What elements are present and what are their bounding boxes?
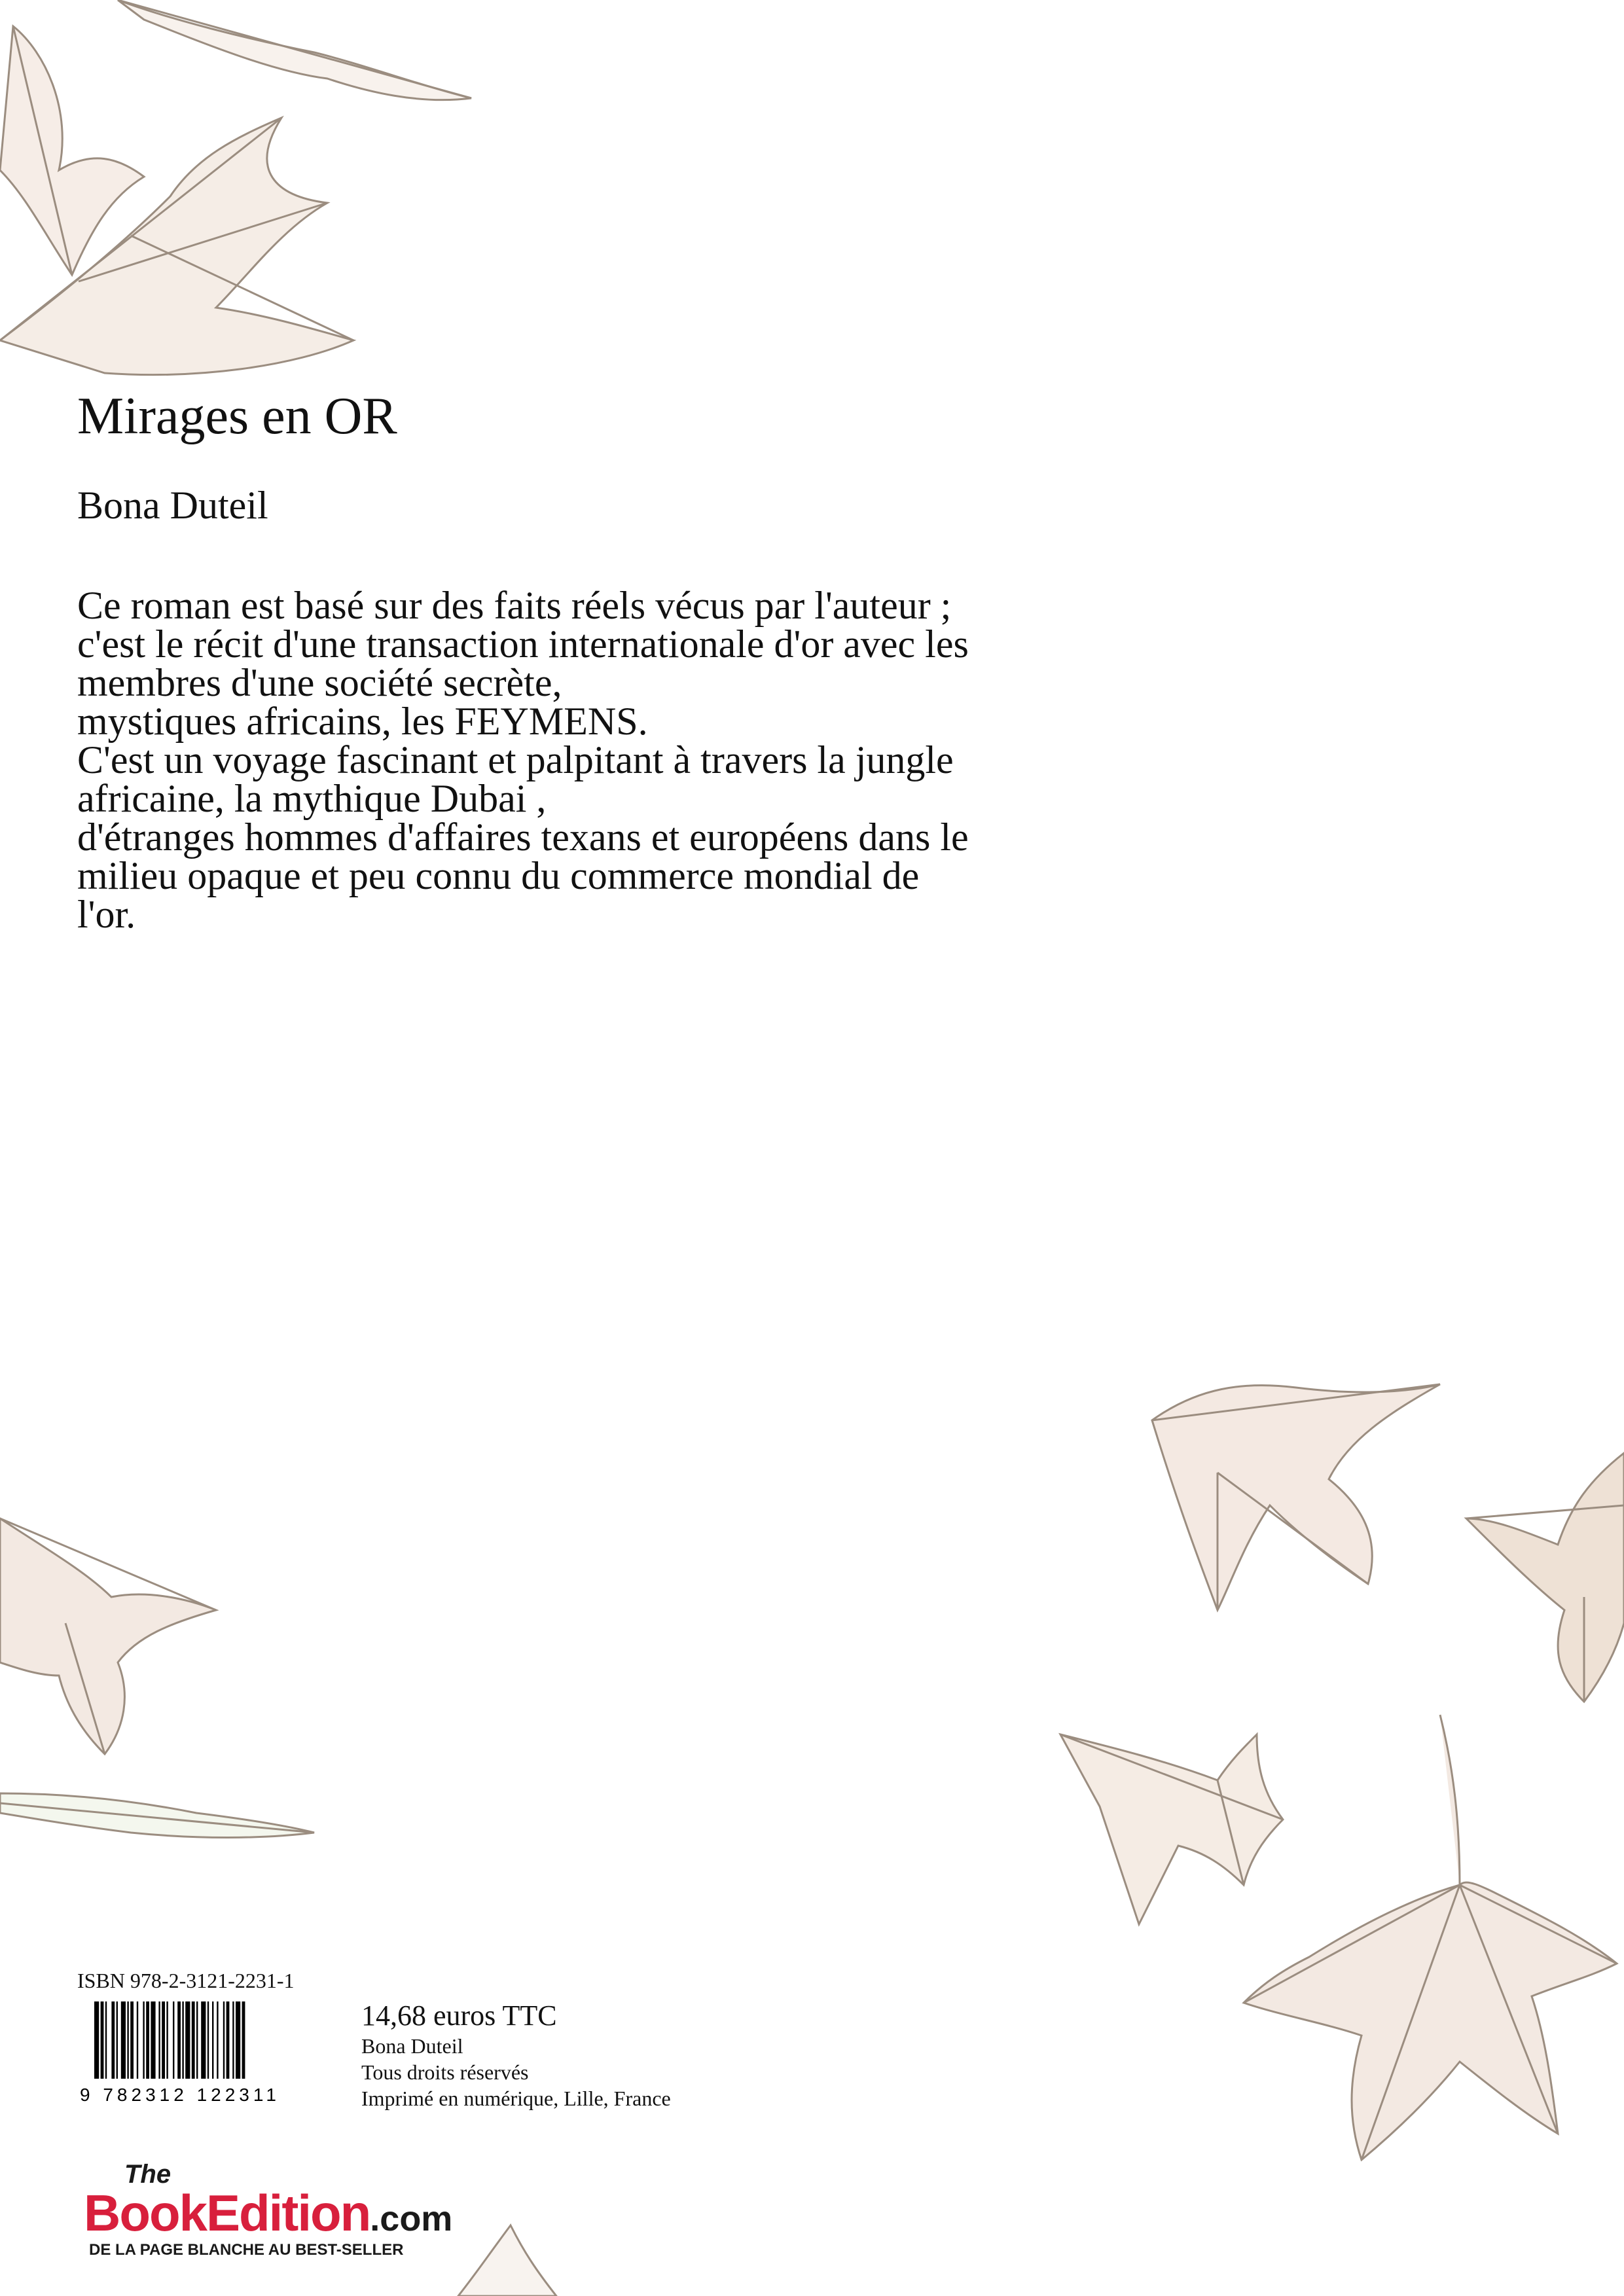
leaf-icon <box>1244 1715 1617 2160</box>
barcode-bar <box>111 2001 115 2079</box>
barcode-bar <box>146 2001 149 2079</box>
barcode-bar <box>151 2001 155 2079</box>
barcode-bar <box>242 2001 245 2079</box>
barcode-bar <box>232 2001 234 2079</box>
barcode-bar <box>196 2001 198 2079</box>
barcode-bar <box>201 2001 206 2079</box>
logo-the: The <box>124 2160 171 2189</box>
barcode-bar <box>226 2001 230 2079</box>
barcode-bar <box>236 2001 240 2079</box>
barcode-bar <box>185 2001 190 2079</box>
publisher-logo <box>77 2160 470 2258</box>
barcode-bar <box>223 2001 225 2079</box>
barcode-bar <box>182 2001 183 2079</box>
colophon-rights: Tous droits réservés <box>361 2060 529 2084</box>
barcode-bar <box>212 2001 213 2079</box>
book-title: Mirages en OR <box>77 387 397 445</box>
blurb-line: C'est un voyage fascinant et palpitant à travers la jungle <box>77 738 954 781</box>
barcode-bar <box>177 2001 181 2079</box>
barcode-bar <box>137 2001 138 2079</box>
barcode-bar <box>158 2001 160 2079</box>
leaf-icon <box>458 2225 556 2296</box>
blurb-line: membres d'une société secrète, <box>77 661 562 704</box>
barcode-bar <box>208 2001 209 2079</box>
barcode-bar <box>166 2001 168 2079</box>
leaf-icon <box>0 26 144 275</box>
logo-tagline: DE LA PAGE BLANCHE AU BEST-SELLER <box>89 2241 404 2259</box>
back-cover-blurb <box>77 586 1229 934</box>
leaf-icon <box>0 1518 216 1754</box>
blurb-line: milieu opaque et peu connu du commerce mondial de <box>77 854 920 897</box>
blurb-line: Ce roman est basé sur des faits réels vécus par l'auteur ; <box>77 584 952 627</box>
blurb-line: d'étranges hommes d'affaires texans et européens dans le <box>77 816 969 859</box>
leaf-icon <box>1152 1384 1440 1610</box>
isbn-label: ISBN 978-2-3121-2231-1 <box>77 1969 295 1992</box>
barcode-bar <box>127 2001 128 2079</box>
leaf-icon <box>118 0 471 100</box>
leaf-icon <box>1060 1734 1283 1924</box>
blurb-line: l'or. <box>77 893 136 936</box>
barcode-bar <box>162 2001 165 2079</box>
barcode-digits: 9 782312 122311 <box>80 2085 280 2104</box>
colophon-author: Bona Duteil <box>361 2034 463 2058</box>
barcode-bar <box>173 2001 174 2079</box>
author-name: Bona Duteil <box>77 484 268 527</box>
barcode-bar <box>130 2001 134 2079</box>
blurb-line: africaine, la mythique Dubai , <box>77 777 547 820</box>
barcode-bar <box>143 2001 144 2079</box>
barcode-bar <box>105 2001 107 2079</box>
barcode-bar <box>217 2001 218 2079</box>
barcode-bar <box>192 2001 195 2079</box>
barcode-bar <box>101 2001 104 2079</box>
logo-brand: BookEdition <box>84 2184 370 2242</box>
price: 14,68 euros TTC <box>361 2000 557 2032</box>
barcode-bar <box>117 2001 118 2079</box>
barcode-icon <box>77 1999 329 2104</box>
colophon <box>361 2033 671 2111</box>
leaf-icon <box>0 1793 314 1838</box>
colophon-printed: Imprimé en numérique, Lille, France <box>361 2087 671 2110</box>
blurb-line: mystiques africains, les FEYMENS. <box>77 700 648 743</box>
leaf-icon <box>1466 1453 1624 1702</box>
barcode-bar <box>94 2001 99 2079</box>
logo-name <box>84 2183 452 2243</box>
blurb-line: c'est le récit d'une transaction internationale d'or avec les <box>77 622 969 666</box>
barcode-bar <box>121 2001 126 2079</box>
logo-domain: .com <box>370 2199 453 2238</box>
